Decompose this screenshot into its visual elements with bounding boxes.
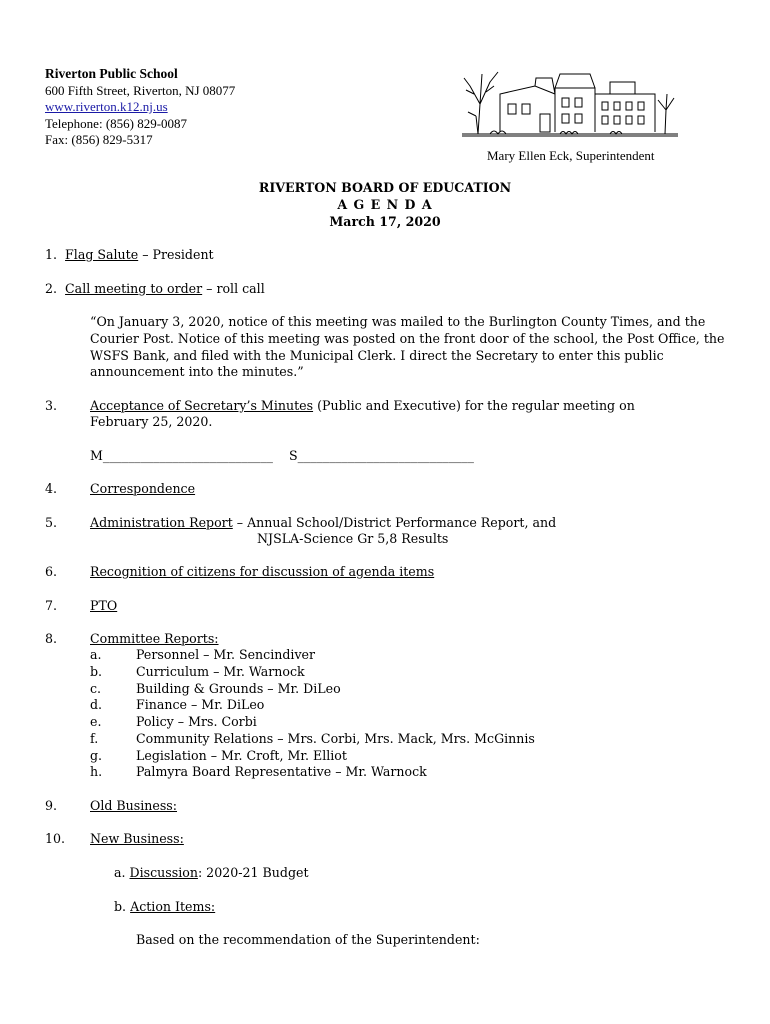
item-7-heading: PTO [90,598,118,613]
item-number: 9. [45,798,58,813]
board-title: RIVERTON BOARD OF EDUCATION [258,180,512,195]
agenda-title: A G E N D A [337,197,433,212]
committee-letter: b. [90,664,103,679]
item-8-heading: Committee Reports: [90,631,219,646]
committee-item: Community Relations – Mrs. Corbi, Mrs. Mack, Mrs. McGinnis [136,731,535,746]
item-number: 4. [45,481,58,496]
new-business-a [114,865,309,882]
item-10-heading: New Business: [90,831,184,846]
item-1-heading: Flag Salute [65,247,139,262]
school-address: 600 Fifth Street, Riverton, NJ 08077 [45,83,236,98]
item-3 [90,398,635,415]
school-name: Riverton Public School [45,66,178,81]
item-9-heading: Old Business: [90,798,178,813]
motion-label: M [90,448,103,463]
committee-item: Curriculum – Mr. Warnock [136,664,305,679]
committee-item: Finance – Mr. DiLeo [136,697,265,712]
item-number: 8. [45,631,58,646]
item-5-detail: – Annual School/District Performance Report, and [232,515,557,530]
item-number: 2. [45,281,58,296]
item-2-detail: – roll call [202,281,265,296]
recommendation-text: Based on the recommendation of the Superintendent: [136,932,480,947]
committee-letter: h. [90,764,103,779]
item-2 [45,281,265,298]
item-6-heading: Recognition of citizens for discussion of agenda items [90,564,435,579]
item-1 [45,247,214,264]
school-building-illustration [460,64,680,142]
superintendent: Mary Ellen Eck, Superintendent [487,148,655,163]
committee-item: Policy – Mrs. Corbi [136,714,257,729]
item-2-heading: Call meeting to order [65,281,203,296]
item-1-detail: – President [138,247,214,262]
item-number: 10. [45,831,66,846]
item-5-detail-line2: NJSLA-Science Gr 5,8 Results [257,531,449,546]
item-3-detail: (Public and Executive) for the regular meeting on [313,398,635,413]
motion-line [90,448,474,465]
second-label: S [288,448,298,463]
website-link[interactable]: www.riverton.k12.nj.us [45,99,168,114]
meeting-date: March 17, 2020 [329,214,441,229]
committee-letter: e. [90,714,102,729]
committee-item: Personnel – Mr. Sencindiver [136,647,316,662]
action-items-heading: Action Items: [130,899,216,914]
discussion-heading: Discussion [129,865,198,880]
committee-letter: c. [90,681,102,696]
committee-item: Legislation – Mr. Croft, Mr. Elliot [136,748,347,763]
committee-letter: f. [90,731,99,746]
item-4-heading: Correspondence [90,481,196,496]
item-number: 5. [45,515,58,530]
discussion-detail: : 2020-21 Budget [197,865,309,880]
fax: Fax: (856) 829-5317 [45,132,153,147]
new-business-b [114,899,215,916]
committee-item: Building & Grounds – Mr. DiLeo [136,681,341,696]
item-5-heading: Administration Report [90,515,233,530]
item-number: 1. [45,247,58,262]
item-3-heading: Acceptance of Secretary’s Minutes [90,398,314,413]
committee-item: Palmyra Board Representative – Mr. Warnock [136,764,427,779]
item-number: 3. [45,398,58,413]
item-number: 7. [45,598,58,613]
item-3-date: February 25, 2020. [90,414,213,429]
sub-letter: a. [114,865,126,880]
item-5 [90,515,556,532]
committee-letter: g. [90,748,103,763]
motion-blank: ___________________________ [102,448,273,463]
second-blank: ____________________________ [297,448,474,463]
public-notice: “On January 3, 2020, notice of this meeting was mailed to the Burlington County Times, and the Courier Post. Notice of this meeting was posted on the front door of the school, the Post Office, the WSFS Bank, and filed with the Municipal Clerk. I direct the Secretary to enter this public announcement into the minutes.” [90,314,725,380]
committee-letter: d. [90,697,103,712]
item-number: 6. [45,564,58,579]
sub-letter: b. [114,899,127,914]
committee-letter: a. [90,647,102,662]
telephone: Telephone: (856) 829-0087 [45,116,188,131]
